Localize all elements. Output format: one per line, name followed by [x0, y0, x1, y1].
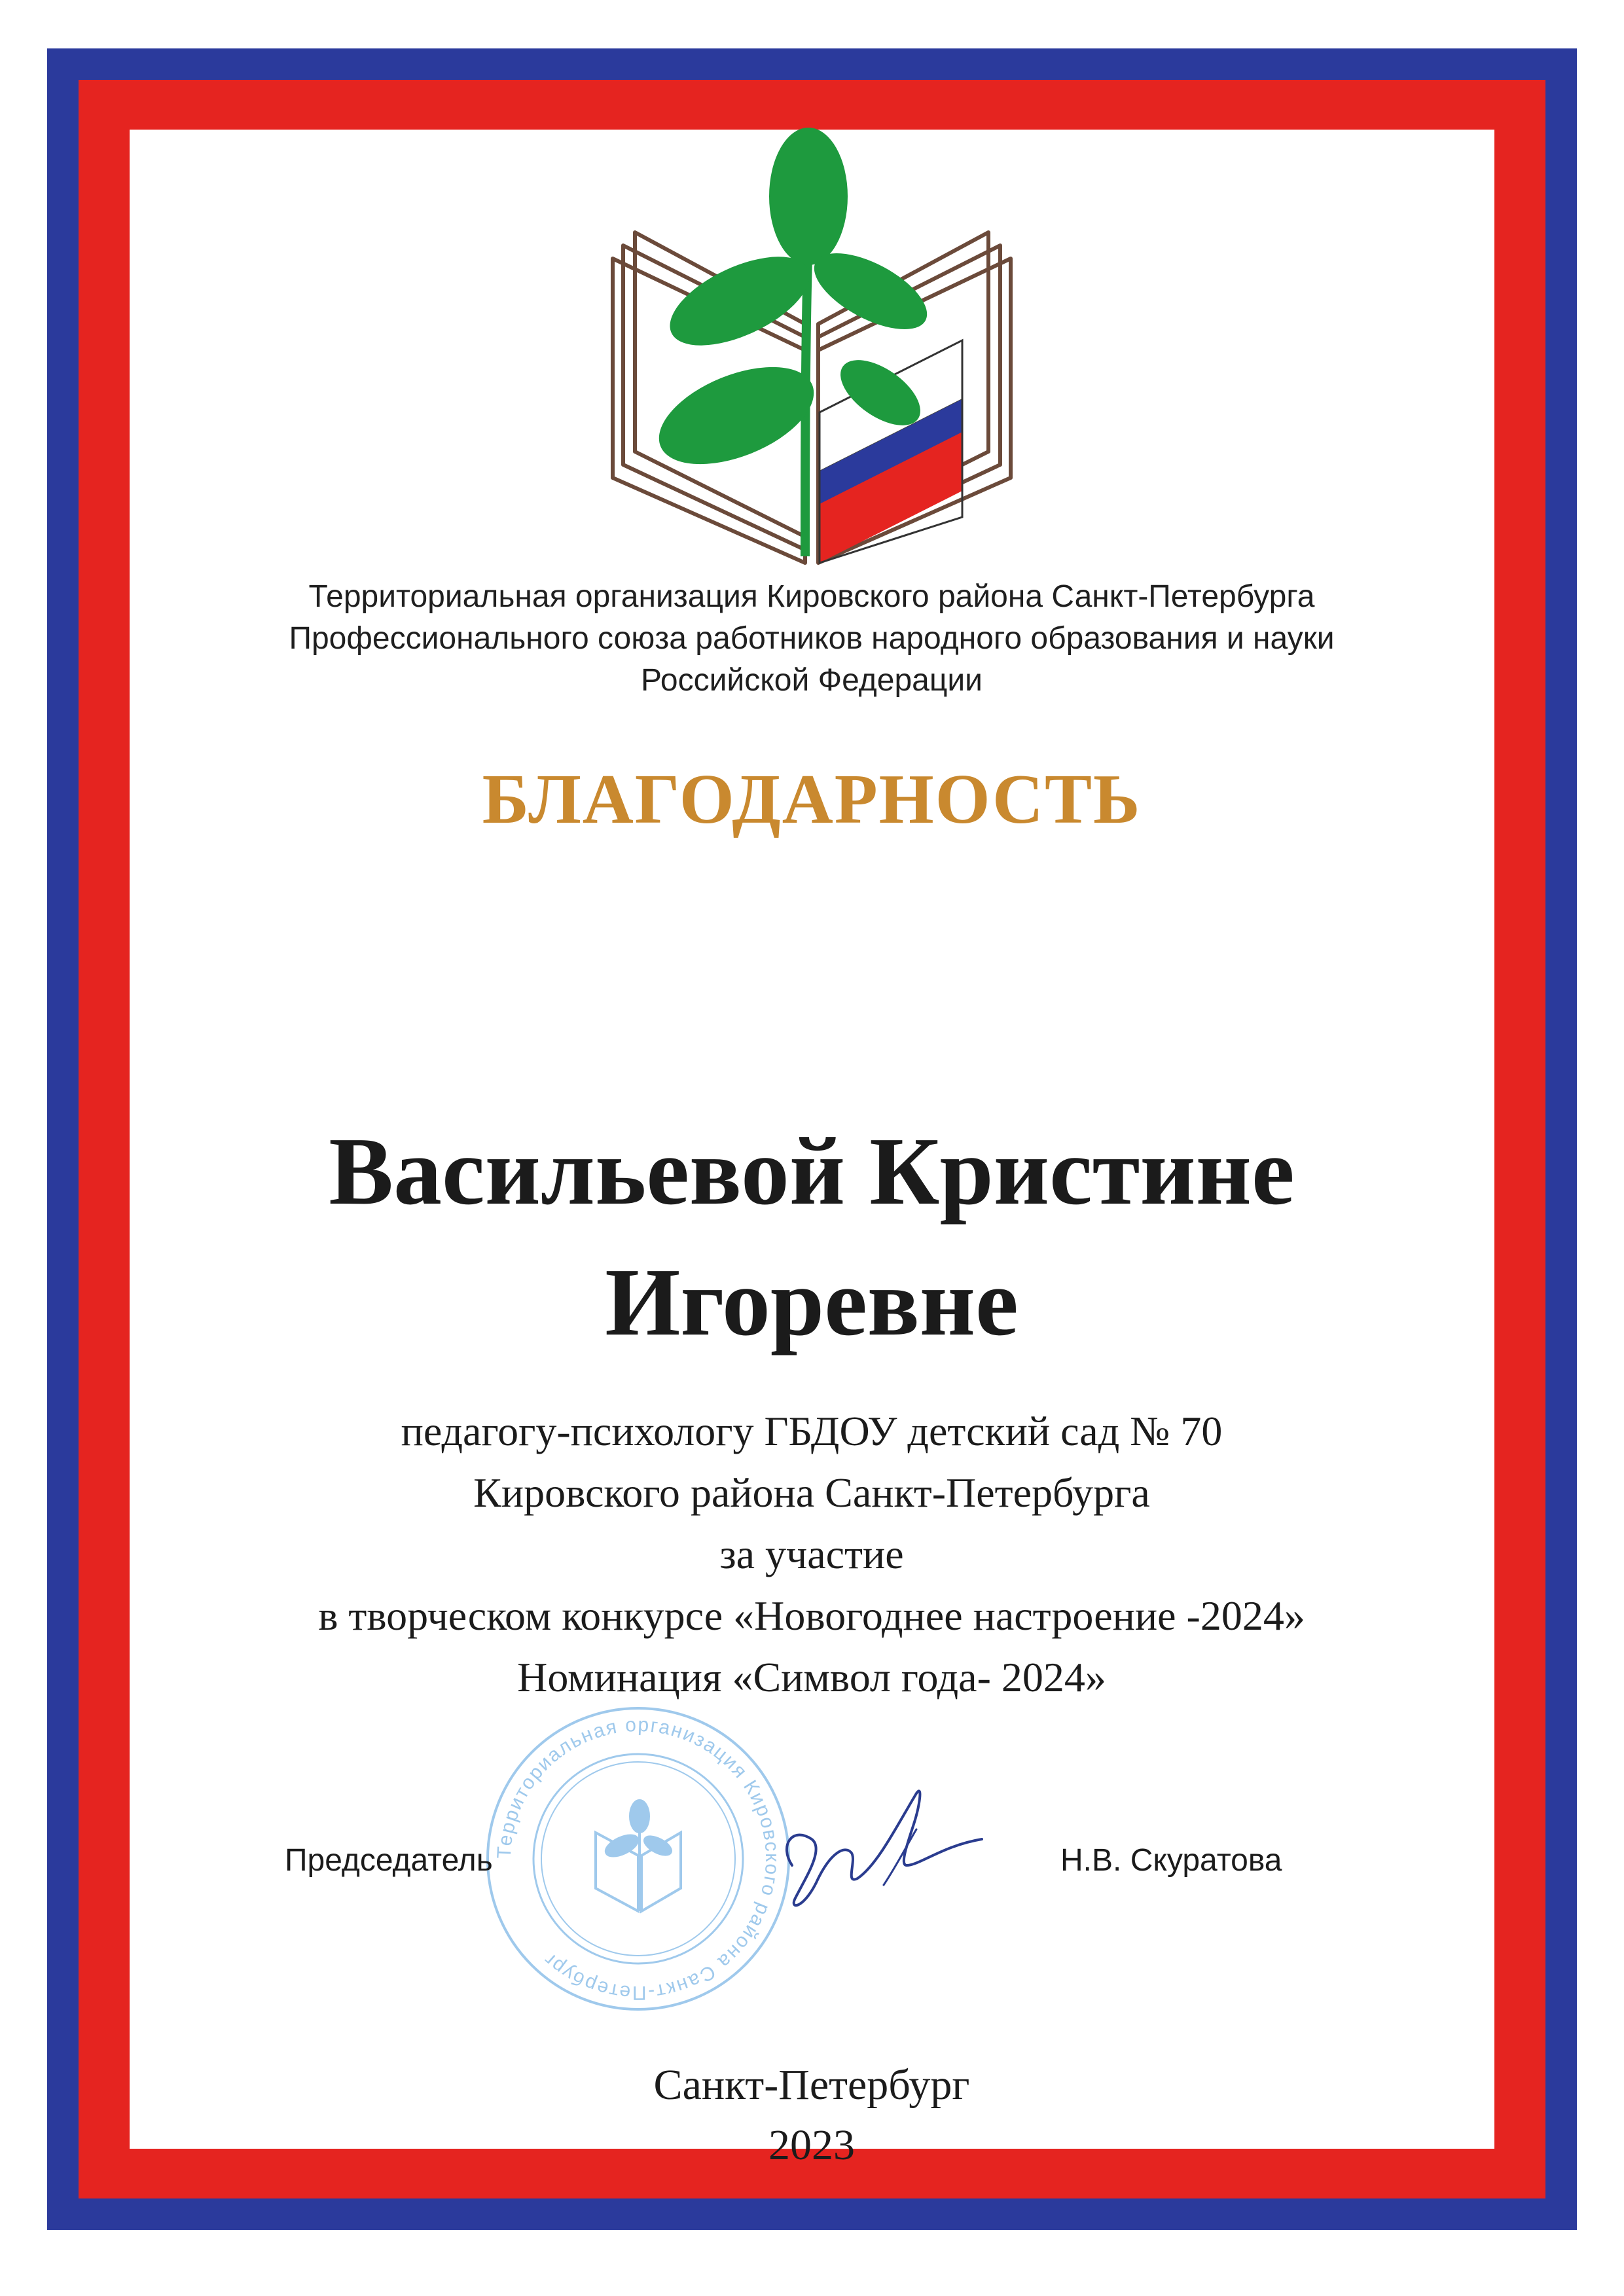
organization-line-1: Территориальная организация Кировского района Санкт-Петербурга — [308, 579, 1315, 614]
signature-icon — [766, 1767, 1001, 1931]
certificate-title: БЛАГОДАРНОСТЬ — [482, 761, 1142, 838]
description-line-2: Кировского района Санкт-Петербурга — [473, 1469, 1150, 1516]
footer-city: Санкт-Петербург — [653, 2061, 970, 2109]
recipient-name — [170, 1106, 1453, 1368]
union-logo-icon — [609, 124, 1015, 569]
recipient-line-1: Васильевой Кристине — [329, 1118, 1295, 1225]
seal-stamp-icon — [481, 1702, 795, 2016]
recipient-line-2: Игоревне — [605, 1249, 1019, 1356]
organization-line-3: Российской Федерации — [641, 663, 983, 698]
organization-header — [170, 576, 1453, 702]
description-line-3: за участие — [719, 1531, 904, 1577]
organization-line-2: Профессионального союза работников народного образования и науки — [289, 621, 1335, 656]
description-line-5: Номинация «Символ года- 2024» — [517, 1654, 1106, 1700]
stamp-text: Территориальная организация Кировского района Санкт-Петербург — [493, 1713, 784, 2004]
award-description — [170, 1401, 1453, 1708]
signatory-name: Н.В. Скуратова — [1060, 1843, 1282, 1878]
description-line-1: педагогу-психологу ГБДОУ детский сад № 70 — [401, 1408, 1223, 1454]
description-line-4: в творческом конкурсе «Новогоднее настроение -2024» — [318, 1592, 1305, 1639]
footer — [170, 2055, 1453, 2176]
footer-year: 2023 — [768, 2121, 855, 2169]
signatory-role: Председатель — [285, 1843, 493, 1878]
